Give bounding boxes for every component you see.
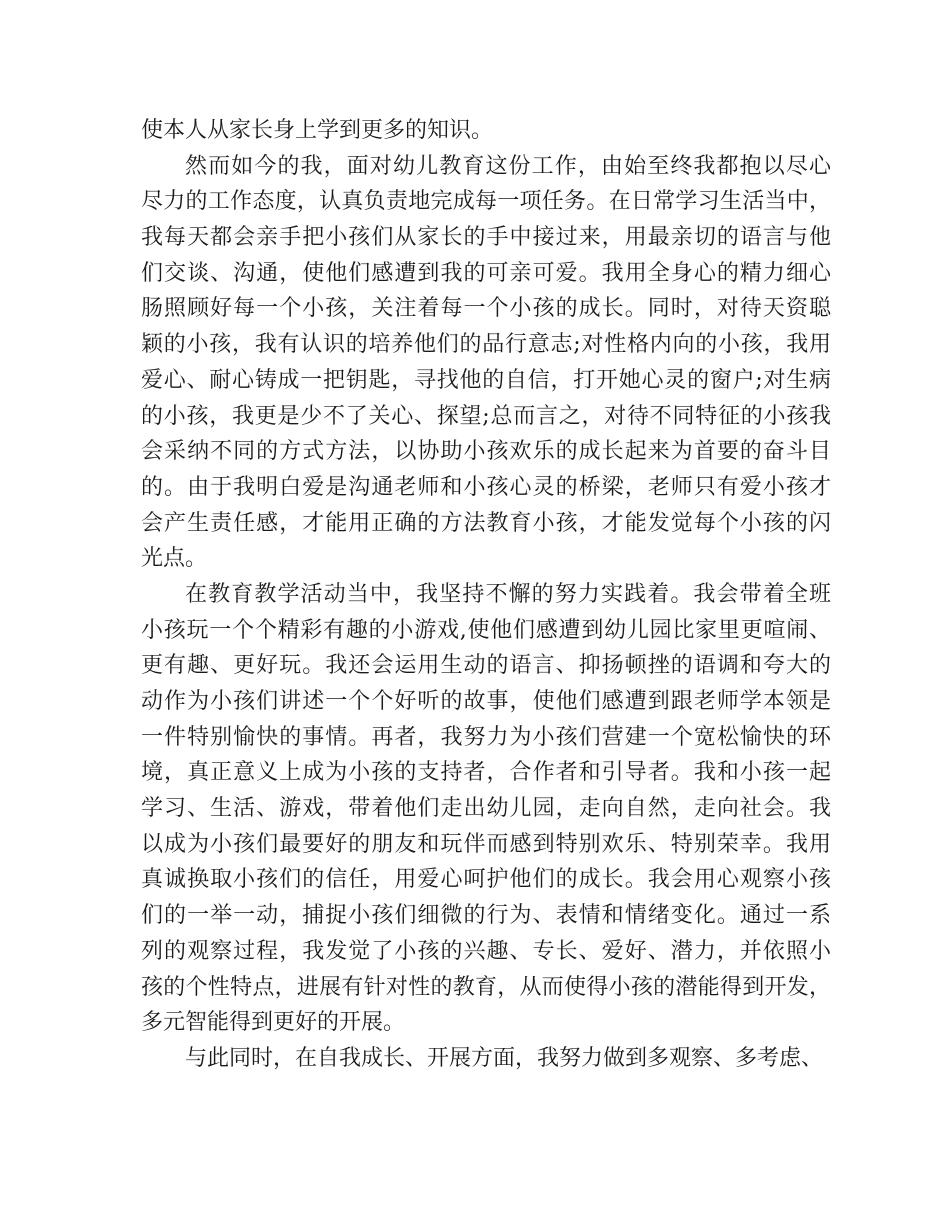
text-line: 爱心、耐心铸成一把钥匙，寻找他的自信，打开她心灵的窗户;对生病: [141, 367, 831, 393]
text-line: 真诚换取小孩们的信任，用爱心呵护他们的成长。我会用心观察小孩: [141, 867, 831, 893]
document-body: [141, 113, 831, 1077]
text-line: 以成为小孩们最要好的朋友和玩伴而感到特别欢乐、特别荣幸。我用: [141, 831, 831, 857]
text-line: 然而如今的我，面对幼儿教育这份工作，由始至终我都抱以尽心: [185, 153, 831, 179]
text-line: 们的一举一动，捕捉小孩们细微的行为、表情和情绪变化。通过一系: [141, 903, 831, 929]
text-line: 在教育教学活动当中，我坚持不懈的努力实践着。我会带着全班: [185, 581, 831, 607]
text-line: 与此同时，在自我成长、开展方面，我努力做到多观察、多考虑、: [185, 1045, 824, 1071]
text-line: 肠照顾好每一个小孩，关注着每一个小孩的成长。同时，对待天资聪: [141, 296, 831, 322]
text-line: 动作为小孩们讲述一个个好听的故事，使他们感遭到跟老师学本领是: [141, 689, 831, 714]
text-line: 更有趣、更好玩。我还会运用生动的语言、抑扬顿挫的语调和夸大的: [141, 653, 831, 679]
text-line: 境，真正意义上成为小孩的支持者，合作者和引导者。我和小孩一起: [141, 760, 831, 786]
text-line: 的。由于我明白爱是沟通老师和小孩心灵的桥梁，老师只有爱小孩才: [141, 474, 831, 500]
paragraph: [141, 577, 831, 1041]
text-line: 会产生责任感，才能用正确的方法教育小孩，才能发觉每个小孩的闪: [141, 510, 831, 536]
text-line: 多元智能得到更好的开展。: [141, 1010, 406, 1036]
paragraph: [141, 113, 831, 149]
text-line: 小孩玩一个个精彩有趣的小游戏,使他们感遭到幼儿园比家里更喧闹、: [141, 617, 831, 643]
text-line: 光点。: [141, 546, 208, 572]
text-line: 列的观察过程，我发觉了小孩的兴趣、专长、爱好、潜力，并依照小: [141, 938, 831, 964]
text-line: 孩的个性特点，进展有针对性的教育，从而使得小孩的潜能得到开发，: [141, 974, 831, 1000]
text-line: 一件特别愉快的事情。再者，我努力为小孩们营建一个宽松愉快的环: [141, 724, 831, 750]
paragraph: [141, 1041, 831, 1077]
text-line: 的小孩，我更是少不了关心、探望;总而言之，对待不同特征的小孩我: [141, 403, 831, 429]
text-line: 会采纳不同的方式方法，以协助小孩欢乐的成长起来为首要的奋斗目: [141, 439, 831, 465]
text-line: 学习、生活、游戏，带着他们走出幼儿园，走向自然，走向社会。我: [141, 796, 831, 822]
text-line: 使本人从家长身上学到更多的知识。: [141, 118, 494, 143]
text-line: 们交谈、沟通，使他们感遭到我的可亲可爱。我用全身心的精力细心: [141, 260, 831, 286]
text-line: 尽力的工作态度，认真负责地完成每一项任务。在日常学习生活当中，: [141, 189, 831, 215]
text-line: 我每天都会亲手把小孩们从家长的手中接过来，用最亲切的语言与他: [141, 225, 831, 251]
paragraph: [141, 149, 831, 577]
text-line: 颖的小孩，我有认识的培养他们的品行意志;对性格内向的小孩，我用: [141, 332, 831, 358]
